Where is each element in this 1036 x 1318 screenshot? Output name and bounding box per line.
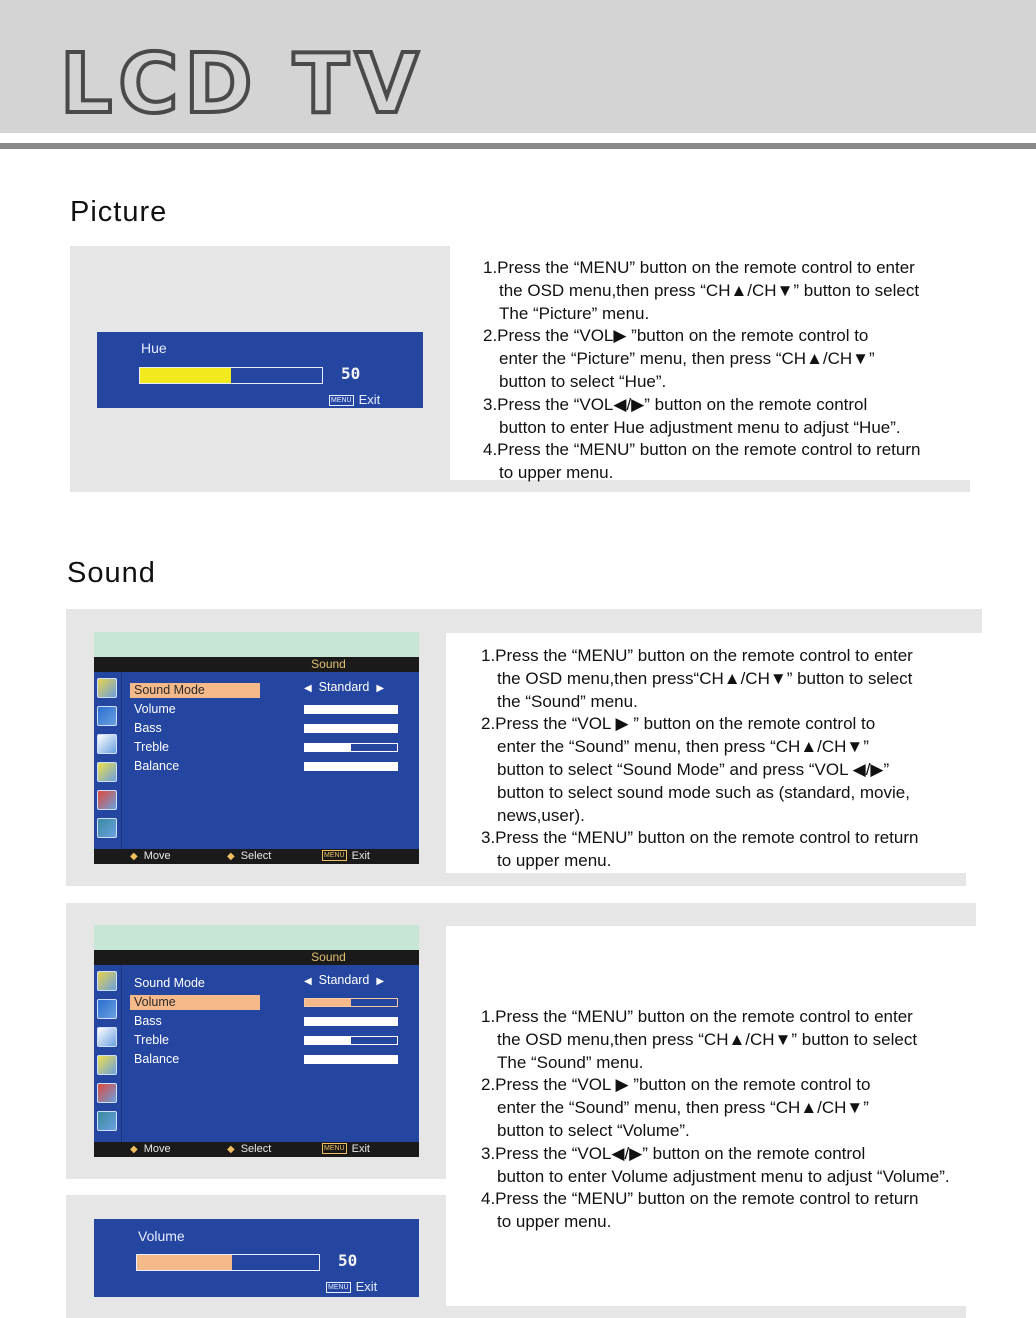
picture-icon[interactable]: [97, 1083, 117, 1103]
instruction-line: button to enter Volume adjustment menu to adjust “Volume”.: [497, 1166, 950, 1186]
menu-item[interactable]: Balance: [134, 1052, 180, 1066]
menu-item[interactable]: Bass: [134, 721, 162, 735]
instruction-line: 4.Press the “MENU” button on the remote control to return: [481, 1189, 919, 1209]
footer-select: ◆ Select: [227, 1143, 272, 1155]
hue-exit[interactable]: [329, 392, 380, 407]
tv-icon[interactable]: [97, 1055, 117, 1075]
menu-item[interactable]: Treble: [134, 740, 169, 754]
volume-exit[interactable]: [326, 1279, 377, 1294]
hue-fill: [140, 368, 231, 383]
footer-select: ◆ Select: [227, 850, 272, 862]
level-bar[interactable]: [304, 1017, 398, 1026]
level-bar[interactable]: [304, 762, 398, 771]
move-arrows-icon: ◆: [130, 851, 138, 862]
menu-title: Sound: [94, 950, 419, 965]
lcd-tv-logo: [58, 40, 498, 130]
arrow-right-icon[interactable]: ▶: [376, 976, 385, 987]
instruction-line: button to enter Hue adjustment menu to adjust “Hue”.: [499, 417, 901, 437]
level-bar[interactable]: [304, 743, 398, 752]
volume-fill: [137, 1255, 232, 1270]
instruction-line: the OSD menu,then press“CH▲/CH▼” button to select: [497, 668, 913, 688]
logo-text: LCD TV: [60, 40, 425, 130]
sound-panel-1-top: [66, 609, 982, 633]
menu-tag-icon: MENU: [328, 1284, 349, 1291]
menu-tag-icon: MENU: [324, 1145, 345, 1152]
volume-value: 50: [338, 1251, 358, 1270]
tv-icon[interactable]: [97, 762, 117, 782]
page-header: [0, 0, 1036, 133]
instruction-line: 2.Press the “VOL▶ ”button on the remote control to: [483, 326, 869, 346]
instruction-line: 2.Press the “VOL ▶ ”button on the remote control to: [481, 1075, 871, 1095]
volume-label: Volume: [138, 1228, 185, 1244]
instruction-line: enter the “Picture” menu, then press “CH▲/CH▼”: [499, 349, 875, 369]
sound-mode-value: Standard: [318, 680, 370, 694]
sound-osd-menu-volume: [94, 925, 419, 1157]
speaker-icon[interactable]: [97, 999, 117, 1019]
instruction-line: button to select “Volume”.: [497, 1120, 690, 1140]
menu-body: [122, 965, 419, 1142]
document-icon[interactable]: [97, 734, 117, 754]
menu-item[interactable]: Volume: [130, 995, 260, 1010]
tools-icon[interactable]: [97, 971, 117, 991]
instruction-line: 2.Press the “VOL ▶ ” button on the remote control to: [481, 714, 876, 734]
instruction-line: to upper menu.: [497, 851, 612, 871]
menu-footer: [94, 849, 419, 864]
picture-icon[interactable]: [97, 790, 117, 810]
menu-sidebar: [94, 965, 122, 1142]
menu-item[interactable]: Volume: [134, 702, 176, 716]
footer-move: ◆ Move: [130, 1143, 171, 1155]
menu-body: [122, 672, 419, 849]
hue-osd: [97, 332, 423, 408]
instruction-line: button to select “Sound Mode” and press “VOL ◀/▶”: [497, 759, 890, 779]
instruction-line: the “Sound” menu.: [497, 691, 638, 711]
menu-item[interactable]: Sound Mode: [134, 976, 205, 990]
menu-item[interactable]: Balance: [134, 759, 180, 773]
menu-sidebar: [94, 672, 122, 849]
sound-osd-menu: [94, 632, 419, 864]
level-bar[interactable]: [304, 705, 398, 714]
instruction-line: 4.Press the “MENU” button on the remote control to return: [483, 440, 921, 460]
sound-steps-1: [481, 645, 991, 873]
sound-mode-value: Standard: [318, 973, 370, 987]
arrow-right-icon[interactable]: ▶: [376, 683, 385, 694]
exit-label: Exit: [358, 392, 381, 407]
footer-exit[interactable]: MENU Exit: [324, 850, 370, 862]
instruction-line: to upper menu.: [499, 463, 614, 483]
instruction-line: enter the “Sound” menu, then press “CH▲/CH▼”: [497, 1098, 869, 1118]
monitor-icon[interactable]: [97, 1111, 117, 1131]
move-arrows-icon: ◆: [130, 1144, 138, 1155]
instruction-line: the OSD menu,then press “CH▲/CH▼” button to select: [497, 1029, 918, 1049]
arrow-left-icon[interactable]: ◀: [304, 683, 312, 694]
menu-item[interactable]: Bass: [134, 1014, 162, 1028]
tools-icon[interactable]: [97, 678, 117, 698]
sound-mode-selector[interactable]: [304, 680, 404, 696]
menu-top-strip: [94, 925, 419, 950]
section-title-sound: Sound: [67, 557, 156, 589]
instruction-line: to upper menu.: [497, 1212, 612, 1232]
instruction-line: the OSD menu,then press “CH▲/CH▼” button to select: [499, 280, 920, 300]
instruction-line: 3.Press the “VOL◀/▶” button on the remote control: [481, 1143, 866, 1163]
level-bar[interactable]: [304, 998, 398, 1007]
footer-exit[interactable]: MENU Exit: [324, 1143, 370, 1155]
document-icon[interactable]: [97, 1027, 117, 1047]
exit-label: Exit: [355, 1279, 378, 1294]
menu-tag-icon: MENU: [331, 397, 352, 404]
menu-item[interactable]: Treble: [134, 1033, 169, 1047]
menu-tag-icon: MENU: [324, 852, 345, 859]
instruction-line: The “Sound” menu.: [497, 1052, 644, 1072]
instruction-line: 3.Press the “VOL◀/▶” button on the remote control: [483, 394, 868, 414]
level-bar[interactable]: [304, 1055, 398, 1064]
menu-top-strip: [94, 632, 419, 657]
instruction-line: 3.Press the “MENU” button on the remote control to return: [481, 828, 919, 848]
level-bar[interactable]: [304, 1036, 398, 1045]
speaker-icon[interactable]: [97, 706, 117, 726]
hue-track[interactable]: [139, 367, 323, 384]
instruction-line: 1.Press the “MENU” button on the remote control to enter: [481, 646, 913, 665]
arrow-left-icon[interactable]: ◀: [304, 976, 312, 987]
monitor-icon[interactable]: [97, 818, 117, 838]
volume-osd: [94, 1219, 419, 1297]
instruction-line: button to select “Hue”.: [499, 371, 667, 391]
select-arrows-icon: ◆: [227, 851, 235, 862]
menu-title: Sound: [94, 657, 419, 672]
select-arrows-icon: ◆: [227, 1144, 235, 1155]
instruction-line: news,user).: [497, 805, 585, 825]
volume-track[interactable]: [136, 1254, 320, 1271]
instruction-line: enter the “Sound” menu, then press “CH▲/CH▼”: [497, 737, 869, 757]
sound-mode-selector[interactable]: [304, 973, 404, 989]
sound-steps-2: [481, 1006, 991, 1234]
footer-move: ◆ Move: [130, 850, 171, 862]
instruction-line: The “Picture” menu.: [499, 303, 650, 323]
level-bar[interactable]: [304, 724, 398, 733]
instruction-line: 1.Press the “MENU” button on the remote control to enter: [481, 1007, 913, 1026]
instruction-line: 1.Press the “MENU” button on the remote control to enter: [483, 258, 915, 277]
header-divider: [0, 143, 1036, 149]
hue-value: 50: [341, 364, 361, 383]
menu-item[interactable]: Sound Mode: [130, 683, 260, 698]
section-title-picture: Picture: [70, 196, 168, 228]
menu-footer: [94, 1142, 419, 1157]
picture-steps: [483, 257, 978, 485]
instruction-line: button to select sound mode such as (standard, movie,: [497, 782, 910, 802]
hue-label: Hue: [141, 340, 167, 356]
